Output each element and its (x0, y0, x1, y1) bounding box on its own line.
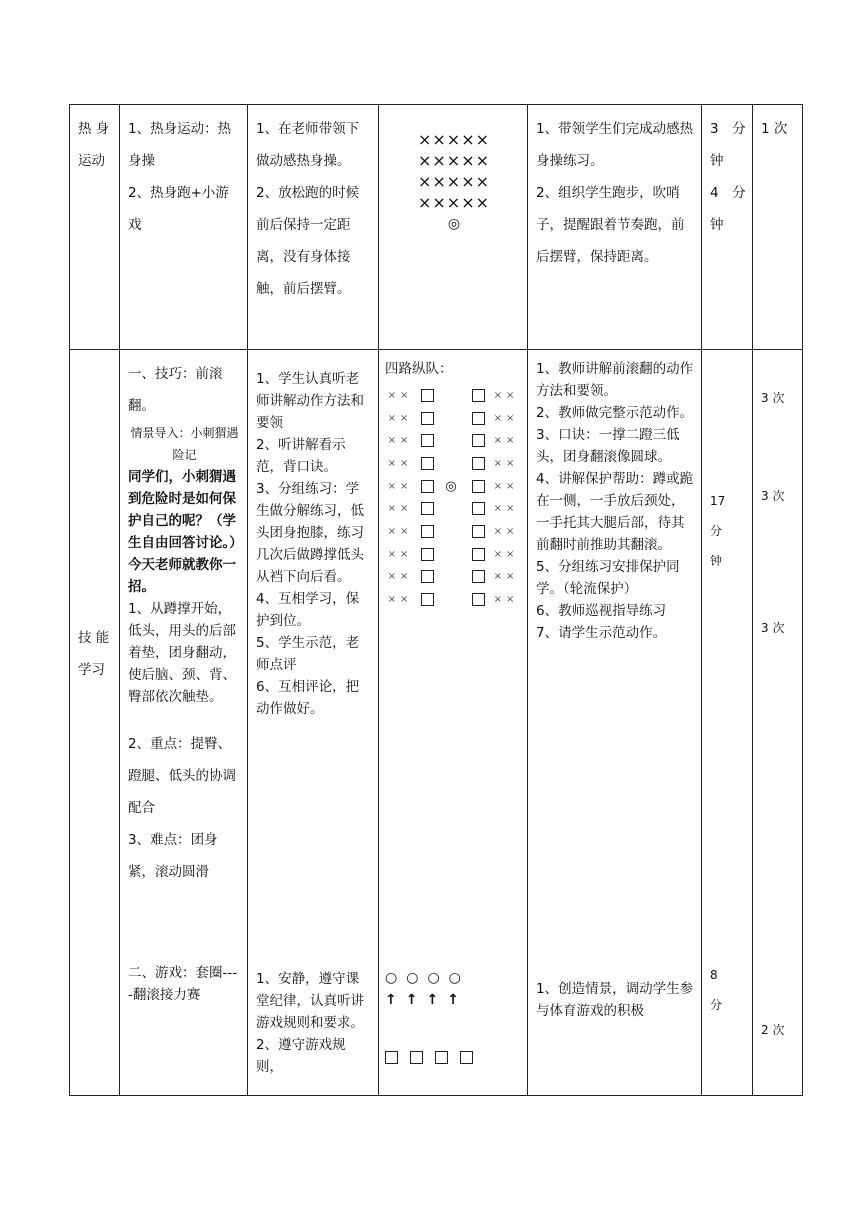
skill-times-cell (753, 350, 803, 1096)
game-repetition-count: 2 次 (761, 1023, 785, 1037)
mat-icon (435, 1051, 448, 1064)
formation-grid-row (385, 566, 521, 589)
teacher-activity: 7、请学生示范动作。 (536, 625, 667, 641)
content-key-point: 2、重点：提臀、蹬腿、低头的协调配合 (128, 736, 236, 816)
warmup-times-cell (753, 105, 803, 350)
repetition-count: 3 次 (761, 391, 785, 405)
arrow-up-icon: ↑ (426, 991, 439, 1008)
four-column-formation (385, 384, 521, 611)
mat-icon (385, 1051, 398, 1064)
mat-icon (472, 480, 485, 493)
mat-icon (472, 434, 485, 447)
student-activity: 4、互相学习，保护到位。 (256, 591, 360, 629)
formation-grid-row (385, 407, 521, 430)
formation-grid-row (385, 384, 521, 407)
formation-row: ××××× (417, 193, 491, 212)
student-marks: ×× (387, 435, 413, 447)
mat-icon (472, 548, 485, 561)
skill-formation-cell (379, 350, 528, 1096)
formation-row: ××××× (417, 172, 491, 191)
student-marks: ×× (493, 480, 519, 492)
content-difficulty: 3、难点：团身紧，滚动圆滑 (128, 832, 218, 880)
content-step: 1、从蹲撑开始，低头，用头的后部着垫，团身翻动，使后脑、颈、背、臀部依次触垫。 (128, 601, 236, 705)
mat-icon (421, 502, 434, 515)
warmup-time-cell (702, 105, 753, 350)
student-marks: ×× (387, 389, 413, 401)
content-question: 同学们，小刺猬遇到危险时是如何保护自己的呢？（学生自由回答讨论。）今天老师就教你一招。 (128, 469, 236, 595)
student-activity: 2、听讲解看示范，背口诀。 (256, 437, 346, 475)
mat-icon (472, 525, 485, 538)
student-marks: ×× (493, 412, 519, 424)
formation-row: ××××× (417, 151, 491, 170)
student-marks: ×× (387, 457, 413, 469)
student-activity: 1、在老师带领下做动感热身操。 (256, 121, 360, 169)
student-marks: ×× (387, 480, 413, 492)
warmup-section-cell (70, 105, 120, 350)
teacher-activity: 2、组织学生跑步，吹哨子，提醒跟着节奏跑，前后摆臂，保持距离。 (536, 185, 685, 265)
mat-icon (421, 434, 434, 447)
repetition-count: 3 次 (761, 489, 785, 503)
student-activity: 6、互相评论，把动作做好。 (256, 679, 360, 717)
section-label: 技 能学习 (78, 630, 110, 678)
game-student-activity: 2、遵守游戏规则， (256, 1037, 346, 1075)
mat-icon (421, 525, 434, 538)
content-scene: 情景导入：小刺猬遇险记 (130, 426, 239, 462)
mat-icon (460, 1051, 473, 1064)
hoop-icon: ○ (448, 969, 461, 986)
formation-grid-row (385, 452, 521, 475)
mat-icon (472, 593, 485, 606)
student-marks: ×× (493, 571, 519, 583)
skill-student-cell (248, 350, 379, 1096)
formation-grid-row (385, 588, 521, 611)
mat-icon (472, 412, 485, 425)
mat-icon (472, 502, 485, 515)
warmup-row (70, 105, 803, 350)
skill-time-cell (702, 350, 753, 1096)
game-student-activity: 1、安静，遵守课堂纪律，认真听讲游戏规则和要求。 (256, 971, 364, 1031)
teacher-activity: 5、分组练习安排保护同学。（轮流保护） (536, 559, 680, 597)
warmup-formation-cell (379, 105, 528, 350)
student-marks: ×× (493, 594, 519, 606)
formation-grid-row (385, 520, 521, 543)
mat-icon (410, 1051, 423, 1064)
teacher-activity: 3、口诀：一撑二蹬三低头，团身翻滚像圆球。 (536, 427, 680, 465)
content-item: 1、热身运动：热身操 (128, 121, 232, 169)
warmup-student-cell (248, 105, 379, 350)
student-marks: ×× (387, 503, 413, 515)
relay-boxes-row (385, 1051, 521, 1064)
student-marks: ×× (387, 594, 413, 606)
mat-icon (472, 570, 485, 583)
student-marks: ×× (493, 503, 519, 515)
hoop-icon: ○ (427, 969, 440, 986)
game-time-value: 8 分 (710, 968, 723, 1012)
teacher-activity: 1、带领学生们完成动感热身操练习。 (536, 121, 694, 169)
game-teacher-activity: 1、创造情景，调动学生参与体育游戏的积极 (536, 981, 694, 1019)
student-marks: ×× (387, 525, 413, 537)
student-activity: 2、放松跑的时候前后保持一定距离，没有身体接触，前后摆臂。 (256, 185, 360, 297)
arrow-up-icon: ↑ (385, 991, 397, 1008)
student-activity: 3、分组练习：学生做分解练习，低头团身抱膝，练习几次后做蹲撑低头从裆下向后看。 (256, 481, 364, 585)
relay-arrows-row (385, 989, 521, 1011)
formation-grid-row (385, 429, 521, 452)
warmup-content-cell (120, 105, 248, 350)
teacher-activity: 2、教师做完整示范动作。 (536, 405, 694, 421)
student-activity: 5、学生示范，老师点评 (256, 635, 360, 673)
student-marks: ×× (493, 457, 519, 469)
mat-icon (421, 480, 434, 493)
teacher-activity: 4、讲解保护帮助：蹲或跪在一侧，一手放后颈处，一手托其大腿后部，待其前翻时前推助其翻滚。 (536, 471, 694, 553)
content-title: 一、技巧：前滚翻。 (128, 366, 223, 414)
student-marks: ×× (493, 389, 519, 401)
mat-icon (421, 548, 434, 561)
mat-icon (421, 389, 434, 402)
hoop-icon: ○ (385, 969, 398, 986)
lesson-plan-table (69, 104, 803, 1096)
teacher-position-icon: ◎ (447, 216, 461, 232)
student-marks: ×× (493, 435, 519, 447)
mat-icon (421, 570, 434, 583)
mat-icon (472, 389, 485, 402)
formation-grid-row (385, 475, 521, 498)
formation-grid-row (385, 497, 521, 520)
hoop-icon: ○ (406, 969, 419, 986)
teacher-position-icon: ◎ (445, 478, 457, 494)
student-activity: 1、学生认真听老师讲解动作方法和要领 (256, 371, 364, 431)
mat-icon (421, 457, 434, 470)
student-marks: ×× (387, 412, 413, 424)
student-marks: ×× (493, 548, 519, 560)
skill-teacher-cell (528, 350, 702, 1096)
time-value: 4 分钟 (710, 185, 746, 233)
time-value: 17 分 钟 (710, 494, 726, 568)
section-label: 热 身 运动 (78, 121, 110, 169)
teacher-activity: 1、教师讲解前滚翻的动作方法和要领。 (536, 361, 694, 399)
arrow-up-icon: ↑ (447, 991, 459, 1008)
time-value: 3 分钟 (710, 121, 746, 169)
formation-grid-row (385, 543, 521, 566)
game-content: 二、游戏：套圈----翻滚接力赛 (128, 965, 238, 1003)
formation-title: 四路纵队： (385, 361, 453, 377)
mat-icon (421, 593, 434, 606)
skill-section-cell (70, 350, 120, 1096)
student-marks: ×× (387, 571, 413, 583)
relay-circles-row (385, 967, 521, 989)
repetition-count: 3 次 (761, 621, 785, 635)
mat-icon (421, 412, 434, 425)
formation-row: ××××× (417, 130, 491, 149)
warmup-teacher-cell (528, 105, 702, 350)
skill-row (70, 350, 803, 1096)
content-item: 2、热身跑+小游戏 (128, 185, 229, 233)
repetition-count: 1 次 (761, 121, 788, 137)
teacher-activity: 6、教师巡视指导练习 (536, 603, 667, 619)
arrow-up-icon: ↑ (405, 991, 418, 1008)
student-marks: ×× (387, 548, 413, 560)
mat-icon (472, 457, 485, 470)
skill-content-cell (120, 350, 248, 1096)
student-marks: ×× (493, 525, 519, 537)
